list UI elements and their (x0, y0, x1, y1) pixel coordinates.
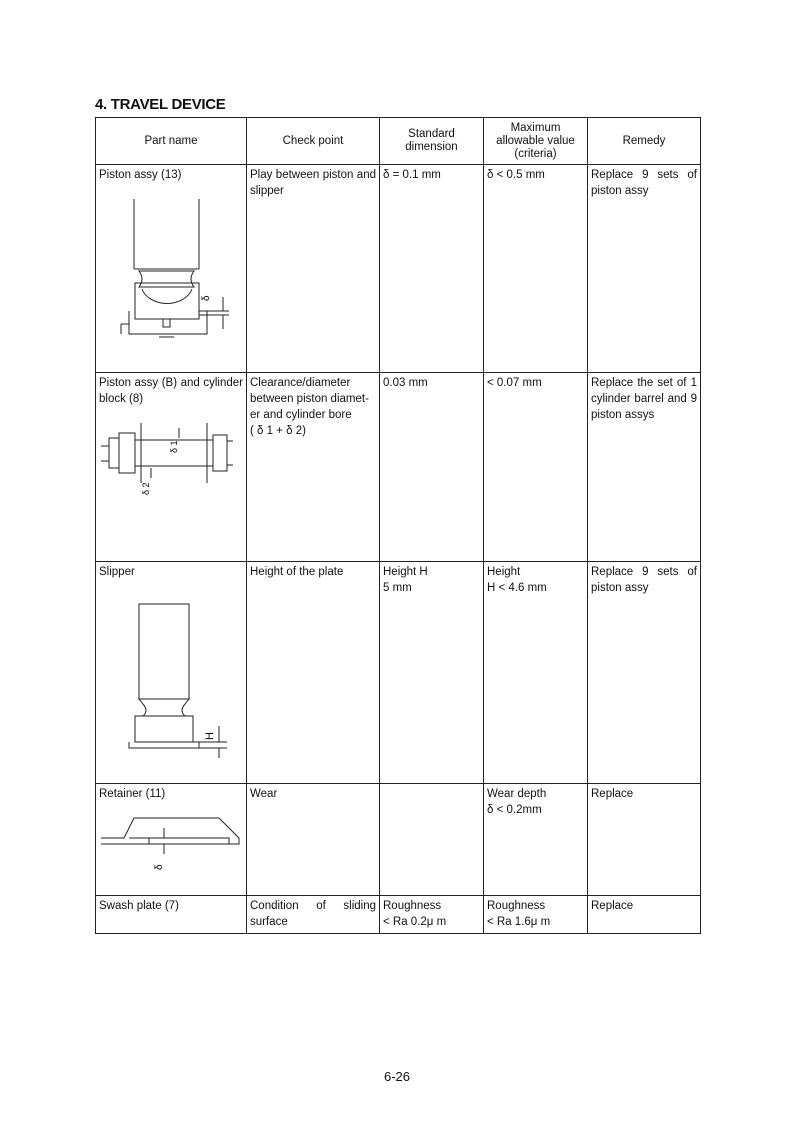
check-line: er and cylinder bore (250, 409, 352, 421)
table-row (96, 165, 701, 373)
header-max-line1: Maximum (510, 121, 561, 134)
maximum-line: Wear depth (487, 788, 547, 800)
table-header-row (96, 118, 701, 165)
check-cell: Wear (247, 784, 380, 896)
header-standard-line2: dimension (405, 141, 458, 153)
header-remedy: Remedy (588, 118, 701, 165)
maximum-cell (484, 784, 588, 896)
part-cell (96, 562, 247, 784)
remedy-cell: Replace (588, 896, 701, 934)
part-cell (96, 373, 247, 562)
remedy-cell: Replace the set of 1 cylinder barrel and 9 piston assys (588, 373, 701, 562)
maximum-line: Roughness (487, 900, 546, 912)
header-part-name: Part name (96, 118, 247, 165)
header-standard-line1: Standard (408, 128, 455, 140)
piston-assy-diagram (99, 189, 239, 339)
maximum-cell (484, 896, 588, 934)
figure-label-delta-2: δ 2 (141, 482, 151, 495)
part-cell (96, 165, 247, 373)
check-cell: Condition of sliding surface (247, 896, 380, 934)
figure-label-delta: δ (154, 864, 165, 870)
header-standard-dimension (380, 118, 484, 165)
part-name: Piston assy (B) and cylinder block (8) (99, 377, 243, 405)
check-cell: Play between piston and slipper (247, 165, 380, 373)
maximum-line: Height (487, 566, 521, 578)
standard-line: Roughness (383, 900, 442, 912)
part-cell (96, 896, 247, 934)
maximum-line: H < 4.6 mm (487, 582, 547, 594)
standard-line: Height H (383, 566, 428, 578)
part-name: Retainer (11) (99, 788, 166, 800)
standard-line: < Ra 0.2μ m (383, 916, 447, 928)
figure-label-delta-1: δ 1 (169, 440, 179, 453)
standard-cell: δ = 0.1 mm (380, 165, 484, 373)
table-row (96, 373, 701, 562)
check-cell (247, 373, 380, 562)
part-cell (96, 784, 247, 896)
standard-cell (380, 784, 484, 896)
retainer-diagram (99, 808, 244, 878)
cylinder-block-diagram (99, 413, 239, 498)
standard-line: 5 mm (383, 582, 412, 594)
page-number: 6-26 (383, 1069, 411, 1084)
check-cell: Height of the plate (247, 562, 380, 784)
slipper-diagram (99, 586, 239, 761)
figure-label-delta: δ (201, 295, 212, 301)
maximum-cell: δ < 0.5 mm (484, 165, 588, 373)
table-row (96, 562, 701, 784)
maximum-cell (484, 562, 588, 784)
part-name: Slipper (99, 566, 135, 578)
standard-cell (380, 896, 484, 934)
header-check-point: Check point (247, 118, 380, 165)
table-row (96, 896, 701, 934)
check-line: Clearance/diameter (250, 377, 351, 389)
header-max-line2: allowable value (496, 134, 575, 147)
figure-label-h: H (204, 732, 216, 740)
maximum-cell: < 0.07 mm (484, 373, 588, 562)
check-line: between piston diamet- (250, 393, 369, 405)
remedy-cell: Replace 9 sets of piston assy (588, 562, 701, 784)
header-max-line3: (criteria) (514, 147, 557, 160)
maximum-line: < Ra 1.6μ m (487, 916, 551, 928)
maximum-line: δ < 0.2mm (487, 804, 542, 816)
standard-cell (380, 562, 484, 784)
part-name: Swash plate (7) (99, 900, 179, 912)
check-line: ( δ 1 + δ 2) (250, 425, 306, 437)
inspection-table (95, 117, 701, 934)
table-row (96, 784, 701, 896)
remedy-cell: Replace (588, 784, 701, 896)
remedy-cell: Replace 9 sets of piston assy (588, 165, 701, 373)
part-name: Piston assy (13) (99, 169, 182, 181)
standard-cell: 0.03 mm (380, 373, 484, 562)
header-maximum-allowable (484, 118, 588, 165)
section-title: 4. TRAVEL DEVICE (95, 96, 226, 113)
